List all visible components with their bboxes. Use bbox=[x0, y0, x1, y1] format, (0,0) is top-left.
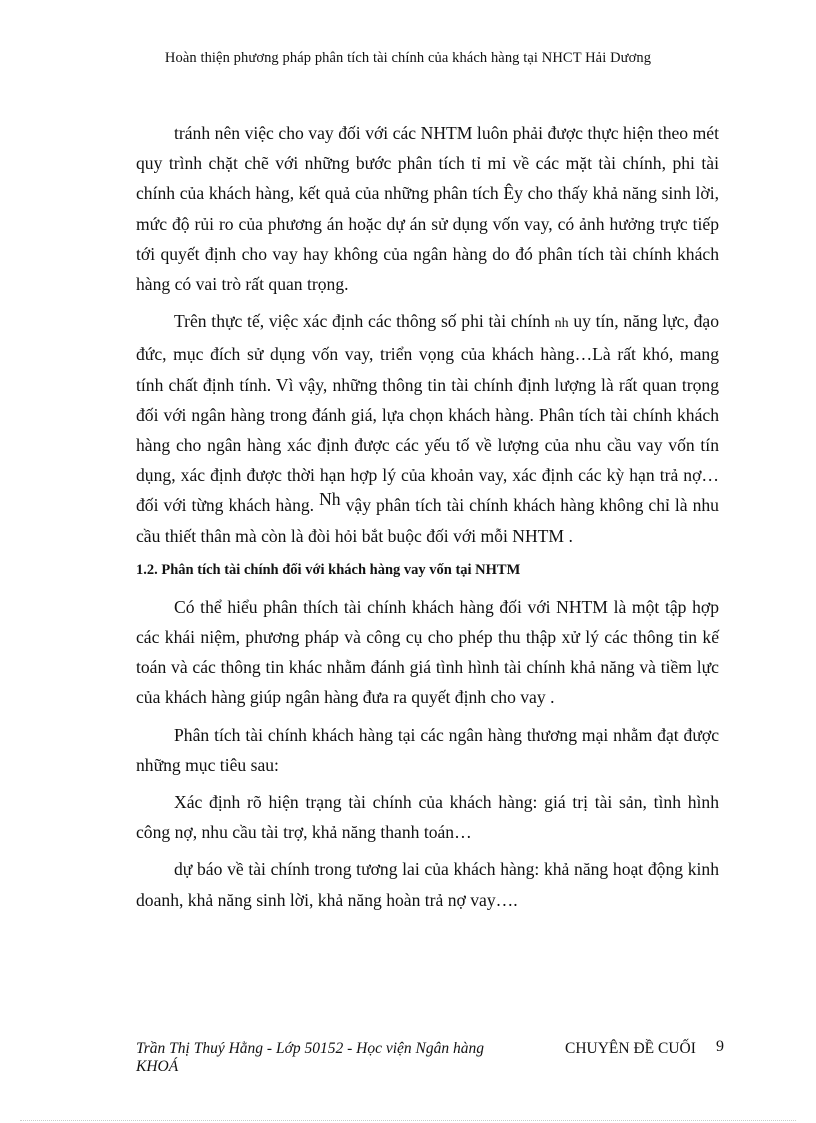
running-header: Hoàn thiện phương pháp phân tích tài chính của khách hàng tại NHCT Hải Dương bbox=[164, 50, 652, 66]
footer-author-line-1: Trần Thị Thuý Hằng - Lớp 50152 - Học viện Ngân hàng bbox=[136, 1040, 484, 1057]
paragraph-6: dự báo về tài chính trong tương lai của khách hàng: khả năng hoạt động kinh doanh, khả năng sinh lời, khả năng hoàn trả nợ vay…. bbox=[136, 859, 719, 910]
page-bottom-divider bbox=[20, 1120, 796, 1121]
document-body bbox=[136, 118, 719, 922]
paragraph-2-part-a: Trên thực tế, việc xác định các thông số phi tài chính bbox=[174, 311, 550, 332]
footer-author-line-2: KHOÁ bbox=[136, 1058, 179, 1075]
paragraph-1: tránh nên việc cho vay đối với các NHTM luôn phải được thực hiện theo mét quy trình chặt chẽ với những bước phân tích tỉ mỉ về các mặt tài chính, phi tài chính của khách hàng, kết quả của những phân tích Êy cho thấy khả năng sinh lời, mức độ rủi ro của phương án hoặc dự án sử dụng vốn vay, có ảnh hưởng trực tiếp tới quyết định cho vay hay không của ngân hàng do đó phân tích tài chính khách hàng có vai trò rất quan trọng. bbox=[136, 123, 719, 295]
paragraph-5: Xác định rõ hiện trạng tài chính của khách hàng: giá trị tài sản, tình hình công nợ, nhu cầu tài trợ, khả năng thanh toán… bbox=[136, 792, 719, 843]
paragraph-2-part-c: vậy phân tích tài chính khách hàng không chỉ là nhu cầu thiết thân mà còn là đòi hỏi bắt buộc đối với mỗi NHTM . bbox=[136, 495, 719, 546]
section-heading: 1.2. Phân tích tài chính đối với khách hàng vay vốn tại NHTM bbox=[136, 561, 521, 578]
paragraph-2 bbox=[136, 306, 719, 551]
paragraph-2-part-b: uy tín, năng lực, đạo đức, mục đích sử dụng vốn vay, triển vọng của khách hàng…Là rất khó, mang tính chất định tính. Vì vậy, những thông tin tài chính định lượng là rất quan trọng đối với ngân hàng trong đánh giá, lựa chọn khách hàng. Phân tích tài chính khách hàng cho ngân hàng xác định được các yếu tố về lượng của nhu cầu vay vốn tín dụng, xác định được thời hạn hợp lý của khoản vay, xác định các kỳ hạn trả nợ… đối với từng khách hàng. bbox=[136, 311, 719, 516]
footer-label: CHUYÊN ĐỀ CUỐI bbox=[565, 1040, 696, 1057]
footer-author bbox=[136, 1040, 484, 1076]
paragraph-3: Có thể hiểu phân thích tài chính khách hàng đối với NHTM là một tập hợp các khái niệm, phương pháp và công cụ cho phép thu thập xử lý các thông tin kế toán và các thông tin khác nhằm đánh giá tình hình tài chính khả năng và tiềm lực của khách hàng giúp ngân hàng đưa ra quyết định cho vay . bbox=[136, 596, 719, 708]
page-number: 9 bbox=[716, 1038, 724, 1055]
paragraph-2-fragment-nh: nh bbox=[554, 316, 569, 332]
paragraph-2-fragment-nh2: Nh bbox=[319, 489, 341, 510]
paragraph-4: Phân tích tài chính khách hàng tại các ngân hàng thương mại nhằm đạt được những mục tiêu sau: bbox=[136, 724, 719, 775]
